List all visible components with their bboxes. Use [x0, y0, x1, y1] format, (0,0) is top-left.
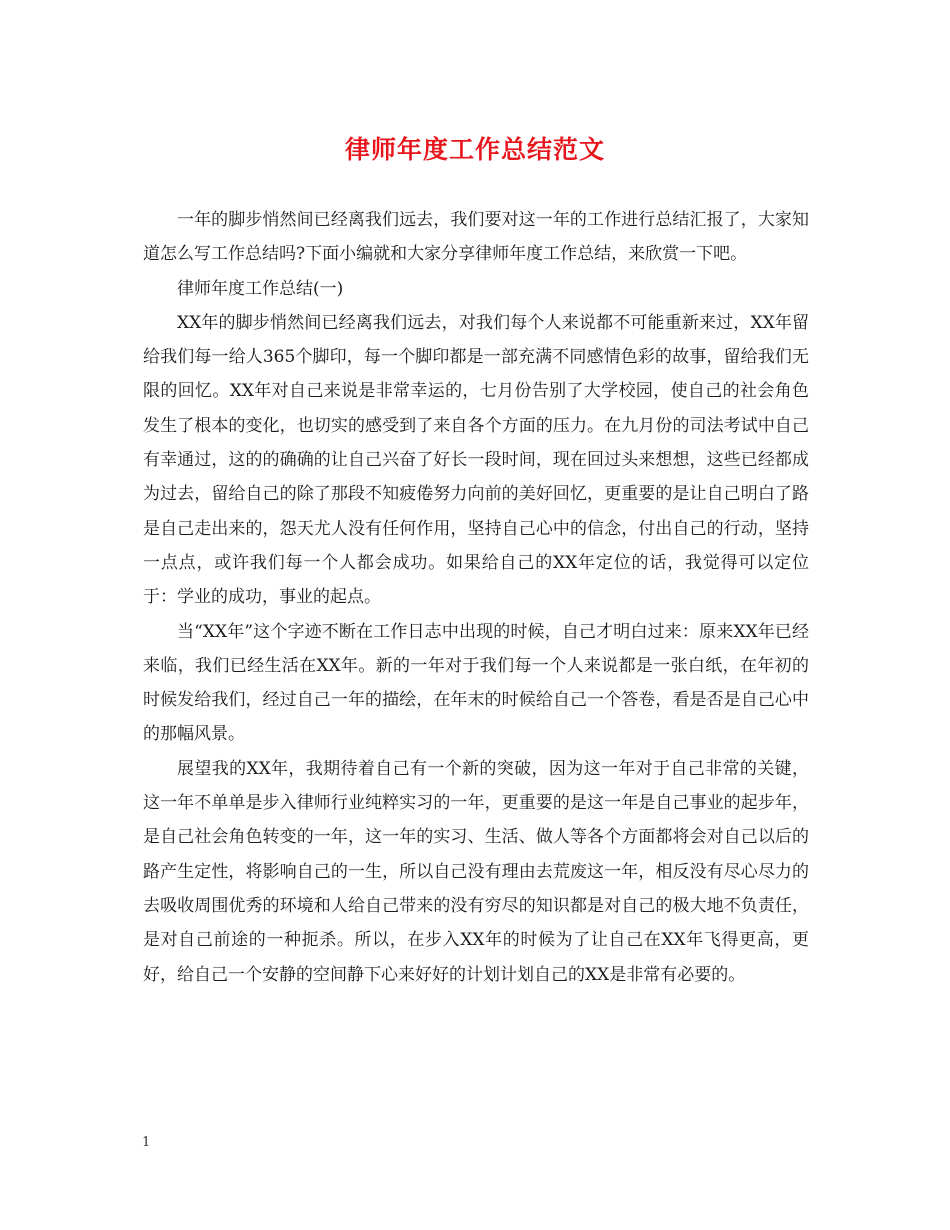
section-heading: 律师年度工作总结(一): [177, 278, 344, 299]
document-body: [143, 203, 809, 992]
body-paragraph: XX年的脚步悄然间已经离我们远去，对我们每个人来说都不可能重新来过，XX年留给我们每一给人365个脚印，每一个脚印都是一部充满不同感情色彩的故事，留给我们无限的回忆。XX年对自己来说是非常幸运的，七月份告别了大学校园，使自己的社会角色发生了根本的变化，也切实的感受到了来自各个方面的压力。在九月份的司法考试中自己有幸通过，这的的确确的让自己兴奋了好长一段时间，现在回过头来想想，这些已经都成为过去，留给自己的除了那段不知疲倦努力向前的美好回忆，更重要的是让自己明白了路是自己走出来的，怨天尤人没有任何作用，坚持自己心中的信念，付出自己的行动，坚持一点点，或许我们每一个人都会成功。如果给自己的XX年定位的话，我觉得可以定位于：学业的成功，事业的起点。: [143, 312, 809, 608]
page-number: 1: [142, 1135, 151, 1150]
document-title: 律师年度工作总结范文: [344, 135, 605, 164]
body-paragraph: 展望我的XX年，我期待着自己有一个新的突破，因为这一年对于自己非常的关键，这一年不单单是步入律师行业纯粹实习的一年，更重要的是这一年是自己事业的起步年，是自己社会角色转变的一年，这一年的实习、生活、做人等各个方面都将会对自己以后的路产生定性，将影响自己的一生，所以自己没有理由去荒废这一年，相反没有尽心尽力的去吸收周围优秀的环境和人给自己带来的没有穷尽的知识都是对自己的极大地不负责任，是对自己前途的一种扼杀。所以，在步入XX年的时候为了让自己在XX年飞得更高，更好，给自己一个安静的空间静下心来好好的计划计划自己的XX是非常有必要的。: [143, 758, 809, 985]
intro-paragraph: 一年的脚步悄然间已经离我们远去，我们要对这一年的工作进行总结汇报了，大家知道怎么写工作总结吗?下面小编就和大家分享律师年度工作总结，来欣赏一下吧。: [143, 210, 809, 265]
body-paragraph: 当“XX年”这个字迹不断在工作日志中出现的时候，自己才明白过来：原来XX年已经来临，我们已经生活在XX年。新的一年对于我们每一个人来说都是一张白纸，在年初的时候发给我们，经过自己一年的描绘，在年末的时候给自己一个答卷，看是否是自己心中的那幅风景。: [143, 621, 809, 745]
